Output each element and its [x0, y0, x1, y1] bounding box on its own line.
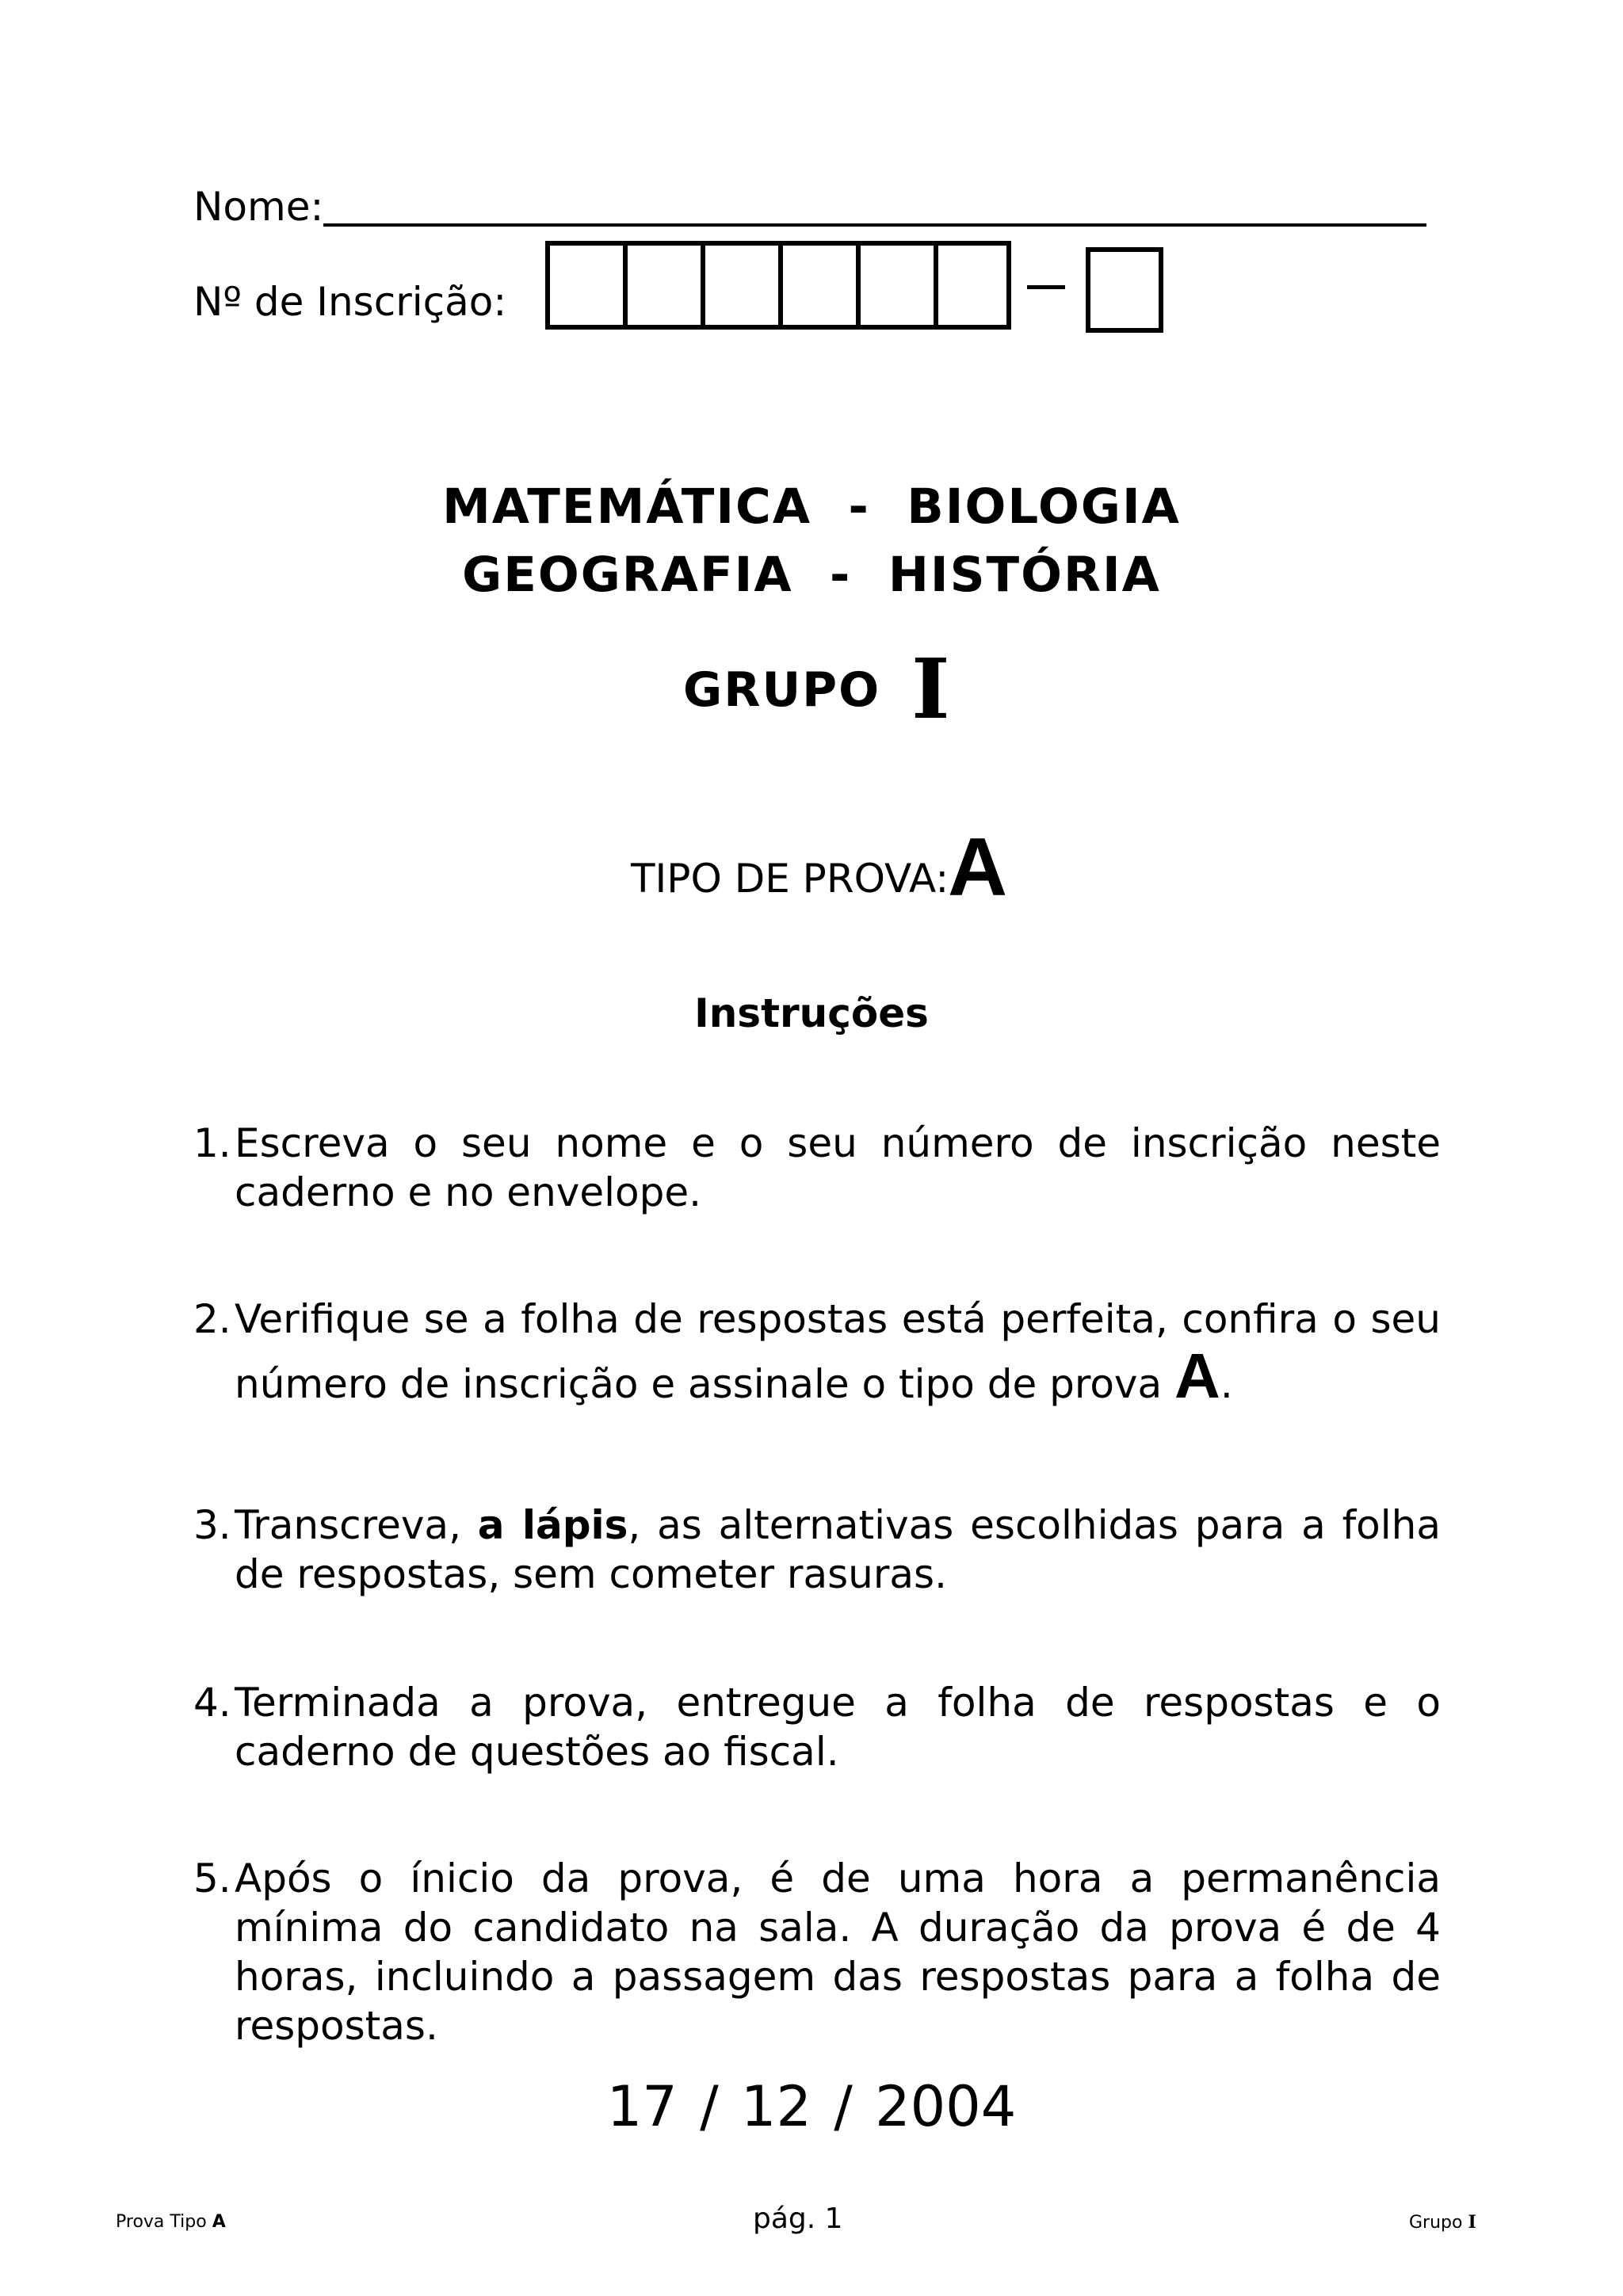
- inscricao-digit-box[interactable]: [778, 241, 856, 330]
- instruction-item: [193, 1501, 1441, 1599]
- instruction-text: Terminada a prova, entregue a folha de respostas e o caderno de questões ao fiscal.: [235, 1680, 1441, 1775]
- footer-grupo-label: Grupo: [1409, 2213, 1468, 2233]
- exam-date: 17 / 12 / 2004: [606, 2074, 1017, 2139]
- name-input-line[interactable]: [323, 223, 1426, 227]
- tipo-prova-label: TIPO DE PROVA:: [631, 856, 949, 902]
- instruction-text: [235, 1287, 1441, 1417]
- instruction-number: 2.: [193, 1296, 231, 1342]
- instruction-text-part: , as alternativas escolhidas para a folha de respostas, sem cometer rasuras.: [235, 1502, 1441, 1597]
- footer-grupo: [1409, 2212, 1476, 2233]
- instruction-text-bold: a lápis: [477, 1502, 628, 1548]
- instruction-item: [193, 1854, 1441, 2050]
- subjects-line-1: MATEMÁTICA - BIOLOGIA: [442, 479, 1181, 535]
- grupo-label: GRUPO: [683, 662, 881, 718]
- footer-prova-tipo-label: Prova Tipo: [116, 2212, 212, 2232]
- tipo-prova-value: A: [948, 822, 1008, 913]
- inscricao-check-digit-box[interactable]: [1086, 247, 1163, 333]
- instruction-number: 4.: [193, 1680, 231, 1726]
- instruction-number: 5.: [193, 1855, 231, 1901]
- footer-grupo-value: I: [1468, 2212, 1476, 2233]
- instruction-text: Após o ínicio da prova, é de uma hora a permanência mínima do candidato na sala. A duração da prova é de 4 horas, incluindo a passagem das respostas para a folha de respostas.: [235, 1855, 1441, 2049]
- inscricao-digit-box[interactable]: [623, 241, 701, 330]
- instruction-number: 3.: [193, 1502, 231, 1548]
- instruction-text-part: Verifique se a folha de respostas está perfeita, confira o seu número de inscrição e assinale o tipo de prova: [235, 1296, 1441, 1407]
- instruction-text: Escreva o seu nome e o seu número de inscrição neste caderno e no envelope.: [235, 1120, 1441, 1215]
- inscricao-dash: [1027, 285, 1065, 289]
- footer-prova-tipo: [116, 2212, 226, 2232]
- name-label: Nome:: [193, 184, 324, 230]
- instruction-number: 1.: [193, 1120, 231, 1166]
- instruction-text: [235, 1501, 1441, 1599]
- inscricao-digit-box[interactable]: [545, 241, 623, 330]
- inscricao-digit-box[interactable]: [856, 241, 934, 330]
- instruction-item: [193, 1678, 1441, 1776]
- inscricao-label: Nº de Inscrição:: [193, 279, 507, 325]
- grupo-value: I: [911, 640, 950, 738]
- inscricao-boxes[interactable]: [545, 241, 1011, 330]
- instruction-prova-type: A: [1174, 1341, 1220, 1411]
- instruction-text-part: .: [1220, 1361, 1233, 1407]
- instruction-item: [193, 1295, 1441, 1417]
- instruction-item: [193, 1119, 1441, 1217]
- inscricao-digit-box[interactable]: [701, 241, 778, 330]
- footer-prova-tipo-value: A: [212, 2212, 226, 2232]
- footer-page-number: pág. 1: [753, 2203, 843, 2235]
- instruction-text-part: Transcreva,: [235, 1502, 478, 1548]
- instructions-heading: Instruções: [694, 990, 929, 1036]
- subjects-line-2: GEOGRAFIA - HISTÓRIA: [462, 547, 1161, 603]
- inscricao-digit-box[interactable]: [934, 241, 1011, 330]
